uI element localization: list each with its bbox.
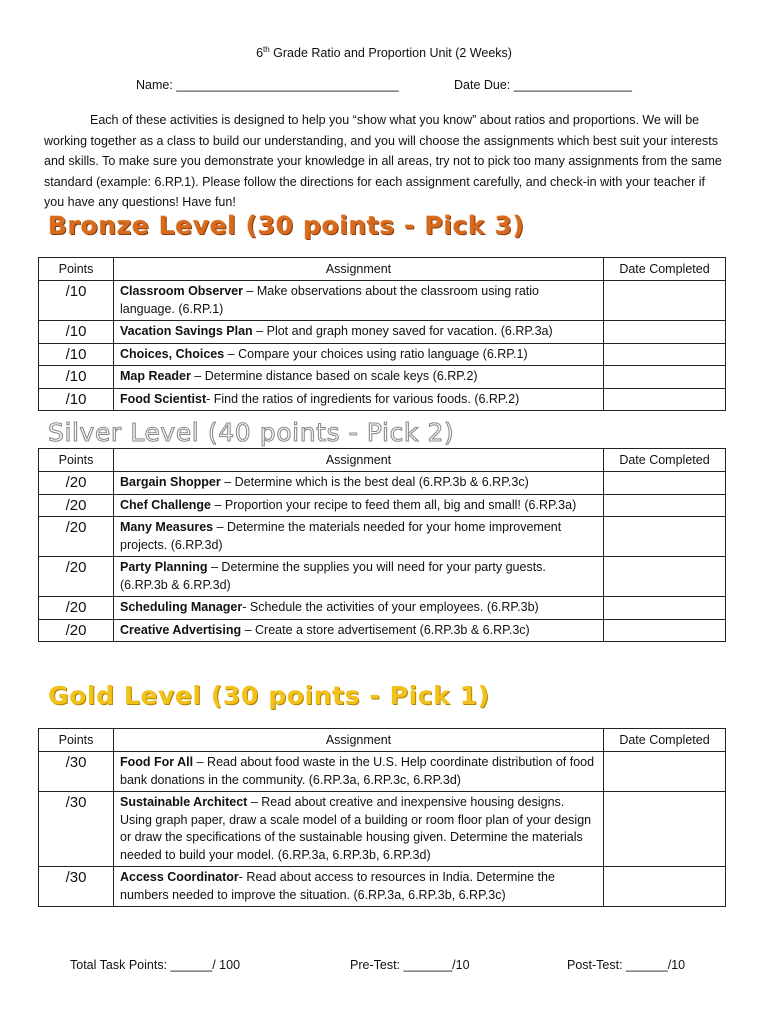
table-row <box>39 321 726 344</box>
table-row <box>39 517 726 557</box>
date-completed-cell[interactable] <box>604 517 726 557</box>
table-row <box>39 472 726 495</box>
assignment-description: – Proportion your recipe to feed them all, big and small! (6.RP.3a) <box>211 497 577 512</box>
date-completed-cell[interactable] <box>604 281 726 321</box>
assignment-cell <box>114 792 604 867</box>
page-title <box>0 46 768 60</box>
table-row <box>39 281 726 321</box>
points-cell: /10 <box>39 388 114 411</box>
assignment-description: – Compare your choices using ratio language (6.RP.1) <box>224 346 528 361</box>
table-row <box>39 619 726 642</box>
title-grade: 6 <box>256 46 264 60</box>
assignment-header: Assignment <box>114 258 604 281</box>
table-row <box>39 752 726 792</box>
assignment-cell <box>114 517 604 557</box>
assignment-name: Food For All <box>120 755 194 769</box>
name-field[interactable]: Name: ________________________________ <box>136 78 399 92</box>
assignment-cell <box>114 366 604 389</box>
assignment-name: Choices, Choices <box>120 346 225 361</box>
points-cell: /30 <box>39 752 114 792</box>
total-task-points[interactable]: Total Task Points: ______/ 100 <box>70 958 241 972</box>
assignment-cell <box>114 281 604 321</box>
points-cell: /10 <box>39 366 114 389</box>
gold-level-heading: Gold Level (30 points - Pick 1) <box>48 681 490 710</box>
date-completed-header: Date Completed <box>604 449 726 472</box>
assignment-cell <box>114 867 604 907</box>
post-test-score[interactable]: Post-Test: ______/10 <box>567 958 686 972</box>
assignment-name: Creative Advertising <box>120 622 242 637</box>
date-completed-cell[interactable] <box>604 366 726 389</box>
assignment-description: – Determine the supplies you will need for your party guests. (6.RP.3b & 6.RP.3d) <box>120 560 546 592</box>
assignment-cell <box>114 343 604 366</box>
assignment-header: Assignment <box>114 729 604 752</box>
assignment-name: Map Reader <box>120 369 191 383</box>
date-completed-cell[interactable] <box>604 867 726 907</box>
table-header-row <box>39 258 726 281</box>
assignment-description: - Read about access to resources in India. Determine the numbers needed to improve the situation. (6.RP.3a, 6.RP.3b, 6.RP.3c) <box>120 870 555 902</box>
table-row <box>39 388 726 411</box>
table-row <box>39 343 726 366</box>
bronze-table <box>38 257 726 411</box>
assignment-name: Food Scientist <box>120 391 207 406</box>
assignment-cell <box>114 494 604 517</box>
intro-paragraph: Each of these activities is designed to help you “show what you know” about ratios and proportions. We will be working together as a class to build our understanding, and you will choose the assignments which best suit your interests and skills. To make sure you demonstrate your knowledge in all areas, try not to pick too many assignments from the same standard (example: 6.RP.1). Please follow the directions for each assignment carefully, and check-in with your teacher if you have any questions! Have fun! <box>44 113 722 209</box>
assignment-name: Many Measures <box>120 520 214 534</box>
points-header: Points <box>39 258 114 281</box>
assignment-cell <box>114 321 604 344</box>
assignment-description: - Find the ratios of ingredients for various foods. (6.RP.2) <box>206 391 520 406</box>
date-completed-cell[interactable] <box>604 494 726 517</box>
assignment-header: Assignment <box>114 449 604 472</box>
points-cell: /20 <box>39 557 114 597</box>
assignment-description: – Plot and graph money saved for vacation. (6.RP.3a) <box>252 324 553 338</box>
date-completed-cell[interactable] <box>604 472 726 495</box>
title-grade-suffix: th <box>263 44 270 54</box>
table-header-row <box>39 729 726 752</box>
assignment-name: Classroom Observer <box>120 284 243 298</box>
assignment-name: Sustainable Architect <box>120 795 248 809</box>
assignment-name: Chef Challenge <box>120 497 211 512</box>
assignment-description: – Determine the materials needed for your home improvement projects. (6.RP.3d) <box>120 520 562 552</box>
title-text: Grade Ratio and Proportion Unit (2 Weeks) <box>269 46 512 60</box>
assignment-name: Access Coordinator <box>120 870 239 884</box>
date-completed-header: Date Completed <box>604 258 726 281</box>
assignment-description: – Determine distance based on scale keys (6.RP.2) <box>190 369 478 383</box>
assignment-description: - Schedule the activities of your employees. (6.RP.3b) <box>242 600 539 614</box>
date-completed-cell[interactable] <box>604 792 726 867</box>
silver-table <box>38 448 726 642</box>
assignment-description: – Read about creative and inexpensive housing designs. Using graph paper, draw a scale model of a building or room floor plan of your design or draw the specifications of the sustainable housing given. Determine the materials needed to build your model. (6.RP.3a, 6.RP.3b, 6.RP.3d) <box>120 795 592 862</box>
points-cell: /20 <box>39 517 114 557</box>
assignment-description: – Create a store advertisement (6.RP.3b & 6.RP.3c) <box>241 622 530 637</box>
points-cell: /30 <box>39 792 114 867</box>
assignment-name: Bargain Shopper <box>120 475 221 489</box>
silver-level-heading: Silver Level (40 points - Pick 2) <box>48 418 455 447</box>
assignment-description: – Make observations about the classroom using ratio language. (6.RP.1) <box>120 284 539 316</box>
table-row <box>39 366 726 389</box>
assignment-cell <box>114 752 604 792</box>
assignment-cell <box>114 597 604 620</box>
points-cell: /30 <box>39 867 114 907</box>
points-cell: /20 <box>39 597 114 620</box>
table-row <box>39 597 726 620</box>
points-cell: /10 <box>39 281 114 321</box>
table-row <box>39 557 726 597</box>
assignment-cell <box>114 557 604 597</box>
assignment-description: – Determine which is the best deal (6.RP.3b & 6.RP.3c) <box>220 475 529 489</box>
date-completed-cell[interactable] <box>604 388 726 411</box>
points-header: Points <box>39 729 114 752</box>
points-cell: /20 <box>39 494 114 517</box>
assignment-cell <box>114 619 604 642</box>
assignment-description: – Read about food waste in the U.S. Help coordinate distribution of food bank donations in the community. (6.RP.3a, 6.RP.3c, 6.RP.3d) <box>120 755 595 787</box>
date-completed-cell[interactable] <box>604 321 726 344</box>
gold-table <box>38 728 726 907</box>
assignment-name: Vacation Savings Plan <box>120 324 253 338</box>
points-cell: /10 <box>39 321 114 344</box>
points-header: Points <box>39 449 114 472</box>
assignment-cell <box>114 388 604 411</box>
points-cell: /20 <box>39 472 114 495</box>
assignment-name: Party Planning <box>120 560 208 574</box>
date-completed-cell[interactable] <box>604 619 726 642</box>
date-completed-cell[interactable] <box>604 343 726 366</box>
table-row <box>39 867 726 907</box>
date-completed-cell[interactable] <box>604 752 726 792</box>
points-cell: /20 <box>39 619 114 642</box>
assignment-cell <box>114 472 604 495</box>
table-row <box>39 494 726 517</box>
points-cell: /10 <box>39 343 114 366</box>
pre-test-score[interactable]: Pre-Test: _______/10 <box>350 958 470 972</box>
date-completed-header: Date Completed <box>604 729 726 752</box>
date-completed-cell[interactable] <box>604 557 726 597</box>
assignment-name: Scheduling Manager <box>120 600 243 614</box>
table-header-row <box>39 449 726 472</box>
bronze-level-heading: Bronze Level (30 points - Pick 3) <box>48 211 525 240</box>
table-row <box>39 792 726 867</box>
date-due-field[interactable]: Date Due: _________________ <box>454 78 632 92</box>
date-completed-cell[interactable] <box>604 597 726 620</box>
